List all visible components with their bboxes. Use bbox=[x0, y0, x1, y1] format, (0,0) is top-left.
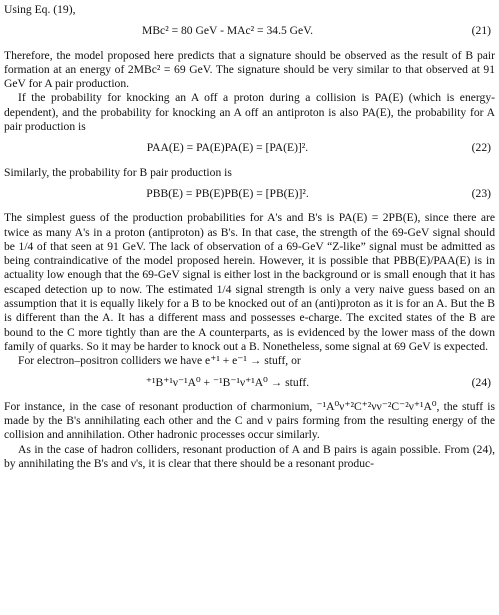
equation-24-body: ⁺¹B⁺¹ν⁻¹A⁰ + ⁻¹B⁻¹ν⁺¹A⁰ → stuff. bbox=[145, 375, 310, 389]
equation-22-body: PAA(E) = PA(E)PA(E) = [PA(E)]². bbox=[146, 141, 309, 155]
equation-23 bbox=[4, 187, 495, 201]
equation-22-number: (22) bbox=[471, 141, 491, 155]
paragraph-intro: Using Eq. (19), bbox=[4, 3, 76, 16]
equation-21-number: (21) bbox=[471, 24, 491, 38]
paragraph-hadron-colliders: As in the case of hadron colliders, resonant production of A and B pairs is again possible. From (24), by annihilating the B's and ν's, it is clear that there should be a resonant produc- bbox=[4, 442, 495, 471]
paragraph-probability-a: If the probability for knocking an A off a proton during a collision is PA(E) (which is energy-dependent), and the probability for knocking an A off an antiproton is also PA(E), the probability for A pair production is bbox=[4, 91, 495, 134]
paragraph-probability-b: Similarly, the probability for B pair production is bbox=[4, 165, 232, 179]
equation-22 bbox=[4, 141, 495, 155]
paragraph-charmonium: For instance, in the case of resonant production of charmonium, ⁻¹A⁰ν⁺²C⁺²νν⁻²C⁻²ν⁺¹A⁰, the stuff is made by the B's annihilating each other and the C and ν pairs forming from the resulting energy of the collision and annihilation. Other hadronic processes occur similarly. bbox=[4, 399, 495, 442]
equation-23-body: PBB(E) = PB(E)PB(E) = [PB(E)]². bbox=[146, 186, 309, 200]
equation-24 bbox=[4, 376, 495, 390]
equation-24-number: (24) bbox=[471, 375, 491, 389]
equation-21 bbox=[4, 24, 495, 38]
equation-21-body: MBc² = 80 GeV - MAc² = 34.5 GeV. bbox=[142, 24, 313, 38]
paragraph-simplest-guess: The simplest guess of the production probabilities for A's and B's is PA(E) = 2PB(E), since there are twice as many A's in a proton (antiproton) as B's. In that case, the strength of the 69-GeV signal should be 1/4 of that seen at 91 GeV. The lack of observation of a 69-GeV “Z-like” signal must be admitted as being contraindicative of the model proposed herein. However, it is possible that PBB(E)/PAA(E) is in actuality low enough that the 69-GeV signal is either lost in the background or is small enough that it has escaped detection up to now. The estimated 1/4 signal strength is only a very naive guess based on an assumption that it is equally likely for a B to be knocked out of an (anti)proton as it is for an A. But the B is different than the A. It has a different mass and possesses e-charge. The excited states of the B are bound to the C more tightly than are the A counterparts, as is evidenced by the lower mass of the down family of quarks. So it may be harder to knock out a B. Nonetheless, some signal at 69 GeV is expected. bbox=[4, 211, 495, 353]
paragraph-electron-positron: For electron–positron colliders we have e⁺¹ + e⁻¹ → stuff, or bbox=[18, 354, 301, 368]
equation-23-number: (23) bbox=[471, 186, 491, 200]
paragraph-prediction: Therefore, the model proposed here predicts that a signature should be observed as the result of B pair formation at an energy of 2MBc² = 69 GeV. The signature should be very similar to that observed at 91 GeV for A pair production. bbox=[4, 48, 495, 91]
